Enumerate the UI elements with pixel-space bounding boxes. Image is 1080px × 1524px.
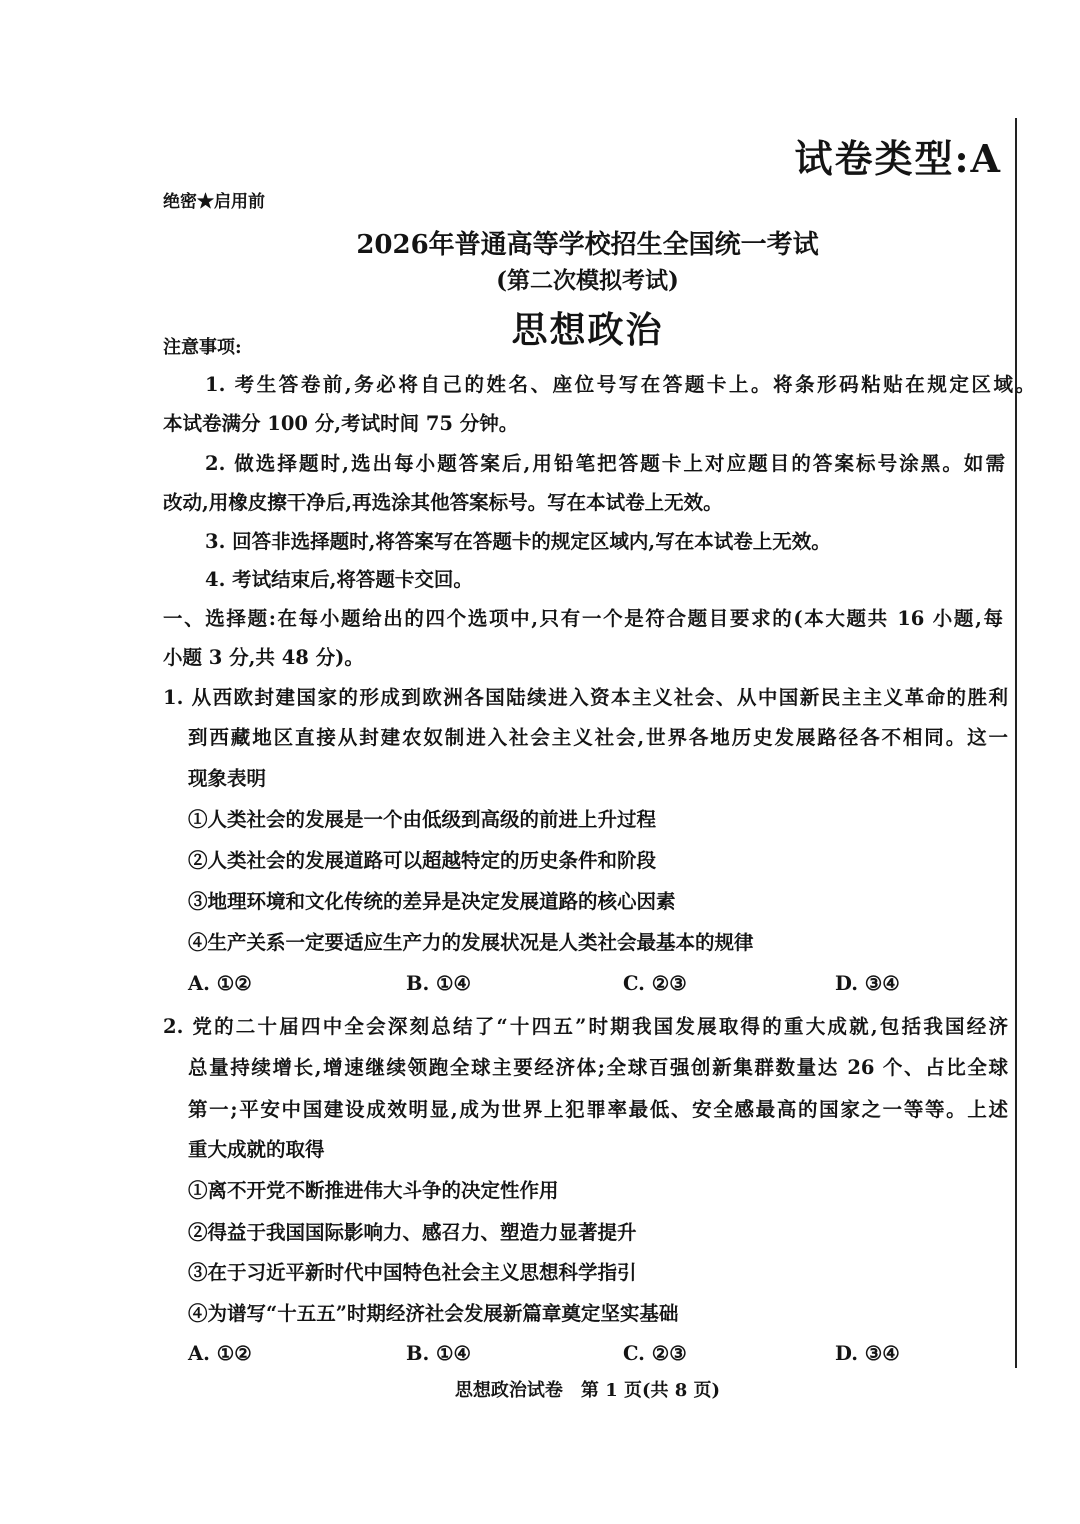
confidential-label: 绝密★启用前 <box>163 192 265 212</box>
question-2-choice-a[interactable]: A. ①② <box>188 1342 252 1365</box>
question-2-stem: 总量持续增长,增速继续领跑全球主要经济体;全球百强创新集群数量达 26 个、占比全球 <box>188 1056 1008 1079</box>
question-2-item: ③在于习近平新时代中国特色社会主义思想科学指引 <box>188 1261 637 1284</box>
question-2-item: ②得益于我国国际影响力、感召力、塑造力显著提升 <box>188 1221 637 1244</box>
subject-title: 思想政治 <box>511 309 664 351</box>
question-1-item: ②人类社会的发展道路可以超越特定的历史条件和阶段 <box>188 849 657 872</box>
question-2-choice-b[interactable]: B. ①④ <box>406 1342 472 1365</box>
note-line: 1. 考生答卷前,务必将自己的姓名、座位号写在答题卡上。将条形码粘贴在规定区域。 <box>205 373 1035 396</box>
question-1-choice-d[interactable]: D. ③④ <box>835 972 900 995</box>
note-line: 本试卷满分 100 分,考试时间 75 分钟。 <box>163 412 519 435</box>
note-line: 2. 做选择题时,选出每小题答案后,用铅笔把答题卡上对应题目的答案标号涂黑。如需 <box>205 452 1005 475</box>
section-heading: 小题 3 分,共 48 分)。 <box>163 646 364 669</box>
section-heading: 一、选择题:在每小题给出的四个选项中,只有一个是符合题目要求的(本大题共 16 小题,每 <box>163 607 1003 630</box>
question-1-item: ④生产关系一定要适应生产力的发展状况是人类社会最基本的规律 <box>188 931 754 954</box>
note-line: 3. 回答非选择题时,将答案写在答题卡的规定区域内,写在本试卷上无效。 <box>205 530 831 553</box>
notes-heading: 注意事项: <box>163 337 242 358</box>
question-2-choice-c[interactable]: C. ②③ <box>623 1342 687 1365</box>
question-1-choice-a[interactable]: A. ①② <box>188 972 252 995</box>
paper-type: 试卷类型:A <box>794 136 1002 181</box>
question-2-choice-d[interactable]: D. ③④ <box>835 1342 900 1365</box>
question-1-choice-c[interactable]: C. ②③ <box>623 972 687 995</box>
question-1-stem: 现象表明 <box>188 767 267 790</box>
question-2-stem: 2. 党的二十届四中全会深刻总结了“十四五”时期我国发展取得的重大成就,包括我国经济 <box>163 1015 1008 1038</box>
question-2-item: ①离不开党不断推进伟大斗争的决定性作用 <box>188 1179 559 1202</box>
question-2-item: ④为谱写“十五五”时期经济社会发展新篇章奠定坚实基础 <box>188 1302 679 1325</box>
exam-title: 2026年普通高等学校招生全国统一考试 <box>356 230 819 260</box>
page-footer: 思想政治试卷 第 1 页(共 8 页) <box>454 1380 721 1401</box>
exam-subtitle: (第二次模拟考试) <box>496 267 679 294</box>
question-1-stem: 到西藏地区直接从封建农奴制进入社会主义社会,世界各地历史发展路径各不相同。这一 <box>188 726 1008 749</box>
question-2-stem: 重大成就的取得 <box>188 1138 325 1161</box>
question-2-stem: 第一;平安中国建设成效明显,成为世界上犯罪率最低、安全感最高的国家之一等等。上述 <box>188 1098 1008 1121</box>
question-1-stem: 1. 从西欧封建国家的形成到欧洲各国陆续进入资本主义社会、从中国新民主主义革命的胜利 <box>163 686 1008 709</box>
note-line: 改动,用橡皮擦干净后,再选涂其他答案标号。写在本试卷上无效。 <box>163 491 723 514</box>
question-1-item: ③地理环境和文化传统的差异是决定发展道路的核心因素 <box>188 890 676 913</box>
note-line: 4. 考试结束后,将答题卡交回。 <box>205 568 473 591</box>
question-1-item: ①人类社会的发展是一个由低级到高级的前进上升过程 <box>188 808 657 831</box>
question-1-choice-b[interactable]: B. ①④ <box>406 972 472 995</box>
